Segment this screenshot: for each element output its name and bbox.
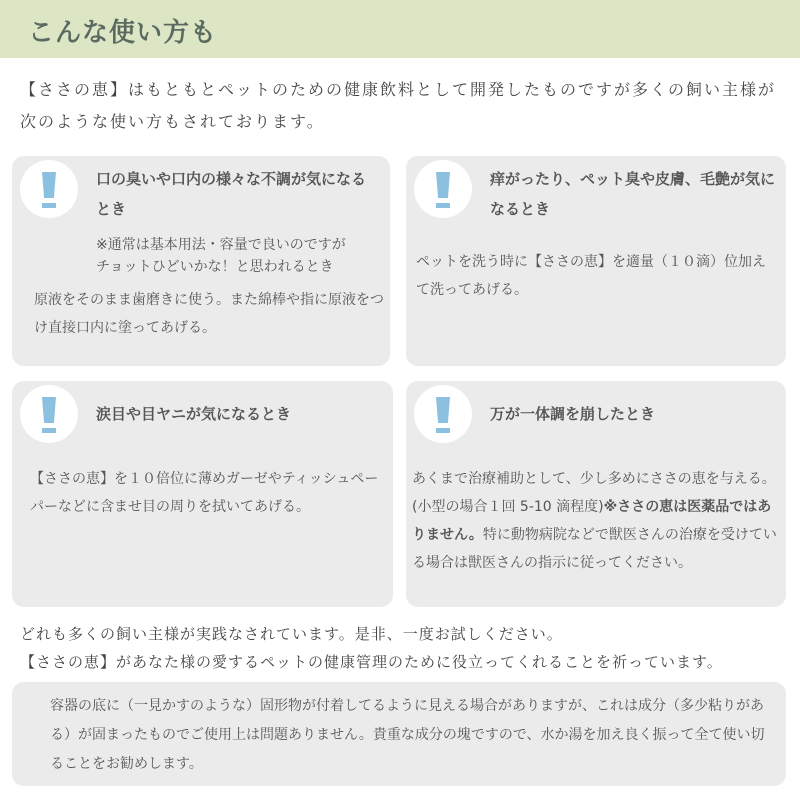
- exclamation-icon: [414, 385, 472, 443]
- warning-text: ※ささの恵は医薬品ではありません。: [412, 499, 772, 543]
- closing-text: [20, 620, 723, 676]
- card-body: ペットを洗う時に【ささの恵】を適量（１０滴）位加えて洗ってあげる。: [416, 254, 766, 298]
- card-title: 涙目や目ヤニが気になるとき: [96, 405, 292, 423]
- card-body: 【ささの恵】を１０倍位に薄めガーゼやティッシュペーパーなどに含ませ目の周りを拭いてあげる。: [30, 471, 379, 515]
- note-line: チョットひどいかな！と思われるとき: [96, 259, 334, 275]
- closing-line: どれも多くの飼い主様が実践なされています。是非、一度お試しください。: [20, 625, 563, 643]
- card-body: [412, 465, 784, 577]
- exclamation-icon: [20, 160, 78, 218]
- usage-card-illness: [406, 381, 786, 607]
- section-header: [0, 0, 800, 58]
- body-text: 特に動物病院などで獣医さんの治療を受けている場合は獣医さんの指示に従ってください。: [412, 527, 777, 571]
- body-text: あくまで治療補助として、少し多めにささの恵を与える。(小型の場合１回 5-10 滴程度): [412, 471, 776, 515]
- exclamation-icon: [414, 160, 472, 218]
- page-title: こんな使い方も: [28, 18, 218, 48]
- intro-text: 【ささの恵】はもともとペットのための健康飲料として開発したものですが多くの飼い主様が次のような使い方もされております。: [20, 80, 777, 131]
- card-title: 万が一体調を崩したとき: [490, 405, 656, 423]
- card-note: [96, 234, 376, 278]
- usage-card-mouth: [12, 156, 390, 366]
- closing-line: 【ささの恵】があなた様の愛するペットの健康管理のために役立ってくれることを祈っています。: [20, 653, 723, 671]
- exclamation-icon: [20, 385, 78, 443]
- note-line: ※通常は基本用法・容量で良いのですが: [96, 237, 346, 253]
- notice-text: 容器の底に（一見かすのような）固形物が付着してるように見える場合がありますが、これは成分（多少粘りがある）が固まったものでご使用上は問題ありません。貴重な成分の塊ですので、水か湯を加え良く振って全て使い切ることをお勧めします。: [50, 698, 765, 772]
- card-title: 口の臭いや口内の様々な不調が気になるとき: [96, 170, 367, 218]
- card-body: 原液をそのまま歯磨きに使う。また綿棒や指に原液をつけ直接口内に塗ってあげる。: [34, 292, 384, 336]
- usage-card-eyes: [12, 381, 393, 607]
- notice-box: [12, 682, 786, 786]
- card-title: 痒がったり、ペット臭や皮膚、毛艶が気になるとき: [490, 170, 776, 218]
- usage-card-skin: [406, 156, 786, 366]
